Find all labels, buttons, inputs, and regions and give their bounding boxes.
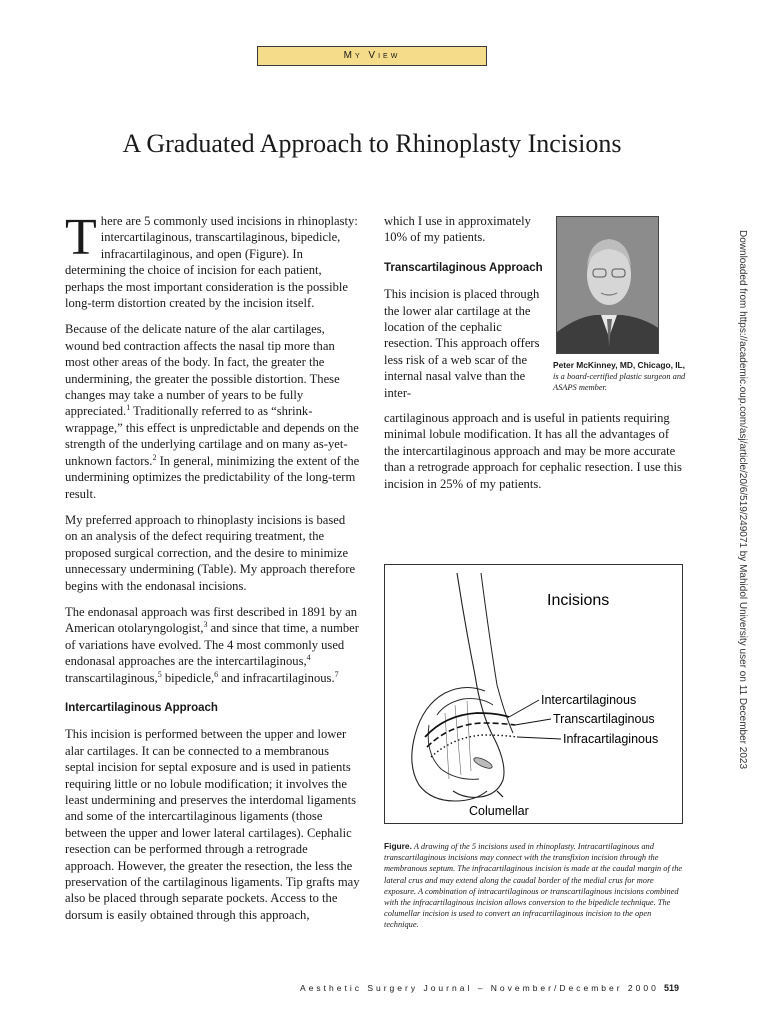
author-name: Peter McKinney, MD, Chicago, IL, [553, 360, 686, 370]
right-column-full [384, 410, 684, 502]
page-number: 519 [664, 983, 680, 993]
right-column-top [384, 213, 552, 401]
figure-caption-text: A drawing of the 5 incisions used in rhinoplasty. Intracartilaginous and transcartilaginous incisions may connect with the transfixion incision through the membranous septum. The infracartilaginous incision is made at the caudal margin of the lateral crus and may extend along the caudal border of the medial crus for more exposure. A combination of intracartilaginous or transcartilaginous incisions combined with the infracartilaginous incision allows conversion to the bipedicle technique. The columellar incision is used to convert an infracartilaginous incision to the open technique. [384, 842, 683, 930]
ref-4[interactable]: 4 [306, 652, 311, 662]
article-title: A Graduated Approach to Rhinoplasty Incisions [122, 129, 622, 158]
label-transcartilaginous: Transcartilaginous [553, 712, 655, 726]
paragraph-endonasal: The endonasal approach was first described in 1891 by an American otolaryngologist,$^3$ and since that time, a number of variations have evolved. The 4 most commonly used endonasal approaches are the intercartilaginous,$^4$ transcartilaginous,$^5$ bipedicle,$^6$ and infracartilaginous.$^7$ [65, 604, 359, 685]
paragraph-continued: which I use in approximately 10% of my patients. [384, 214, 531, 245]
ref-6[interactable]: 6 [214, 669, 219, 679]
ref-5[interactable]: 5 [157, 669, 162, 679]
author-description: is a board-certified plastic surgeon and ASAPS member. [553, 372, 686, 392]
left-column [65, 209, 360, 933]
journal-footer: Aesthetic Surgery Journal – November/December 2000 [300, 983, 659, 993]
ref-1[interactable]: 1 [126, 403, 131, 413]
ref-7[interactable]: 7 [334, 669, 339, 679]
download-note[interactable]: Downloaded from https://academic.oup.com/asj/article/20/6/519/249071 by Mahidol University user on 11 December 2023 [737, 230, 748, 769]
section-label: My View [257, 46, 487, 66]
label-infracartilaginous: Infracartilaginous [563, 732, 659, 746]
figure-caption-label: Figure. [384, 841, 412, 851]
paragraph-intercartilaginous: This incision is performed between the upper and lower alar cartilages. It can be connected to a membranous septal incision for septal exposure and is used in patients requiring little or no lobule modification; it involves the least undermining and preserves the interdomal ligaments and some of the intercartilaginous ligaments (those between the upper and lower lateral cartilages). Cephalic resection can be performed through a retrograde approach. However, the greater the resection, the less the preservation of the cartilaginous ligaments. Tip grafts may also be placed through separate pockets. Access to the dorsum is easily obtained through this approach, [65, 727, 360, 922]
drop-cap: T [65, 209, 97, 266]
ref-2[interactable]: 2 [152, 452, 157, 462]
heading-transcartilaginous: Transcartilaginous Approach [384, 261, 543, 274]
label-intercartilaginous: Intercartilaginous [541, 693, 637, 707]
paragraph-transcartilaginous-b: cartilaginous approach and is useful in patients requiring minimal lobule modification. It has all the advantages of the intercartilaginous approach and may be more accurate than a retrograde approach for cephalic resection. I use this incision in 25% of my patients. [384, 411, 682, 491]
paragraph-intro-text: here are 5 commonly used incisions in rhinoplasty: intercartilaginous, transcartilaginous, bipedicle, infracartilaginous, and open (Figure). In determining the choice of incision for each patient, perhaps the most important consideration is the possible long-term distortion created by the incision itself. [65, 214, 358, 311]
figure-caption [384, 841, 683, 931]
paragraph-preferred-approach: My preferred approach to rhinoplasty incisions is based on an analysis of the defect requiring treatment, the proposed surgical correction, and the desire to minimize unnecessary undermining (Table). My approach therefore begins with the endonasal incisions. [65, 512, 356, 593]
label-columellar: Columellar [469, 804, 529, 818]
paragraph-transcartilaginous-a: This incision is placed through the lower alar cartilage at the location of the cephalic resection. This approach offers less risk of a web scar of the internal nasal valve than the inter- [384, 287, 540, 400]
paragraph-shrink-wrappage: Because of the delicate nature of the alar cartilages, wound bed contraction affects the nasal tip more than most other areas of the body. In fact, the greater the undermining, the greater the possible distortion. These changes may take a number of years to be fully appreciated.$^1$ Traditionally referred to as “shrink-wrappage,” this effect is unpredictable and depends on the strength of the underlying cartilage and on many as-yet-unknown factors.$^2$ In general, minimizing the extent of the undermining optimizes the predictability of the long-term result. [65, 322, 360, 501]
author-caption [553, 360, 688, 393]
paragraph-intro [65, 209, 360, 311]
figure-title: Incisions [547, 592, 610, 609]
author-photo [556, 216, 659, 354]
heading-intercartilaginous: Intercartilaginous Approach [65, 701, 218, 714]
figure-incisions [384, 564, 683, 824]
ref-3[interactable]: 3 [203, 620, 208, 630]
